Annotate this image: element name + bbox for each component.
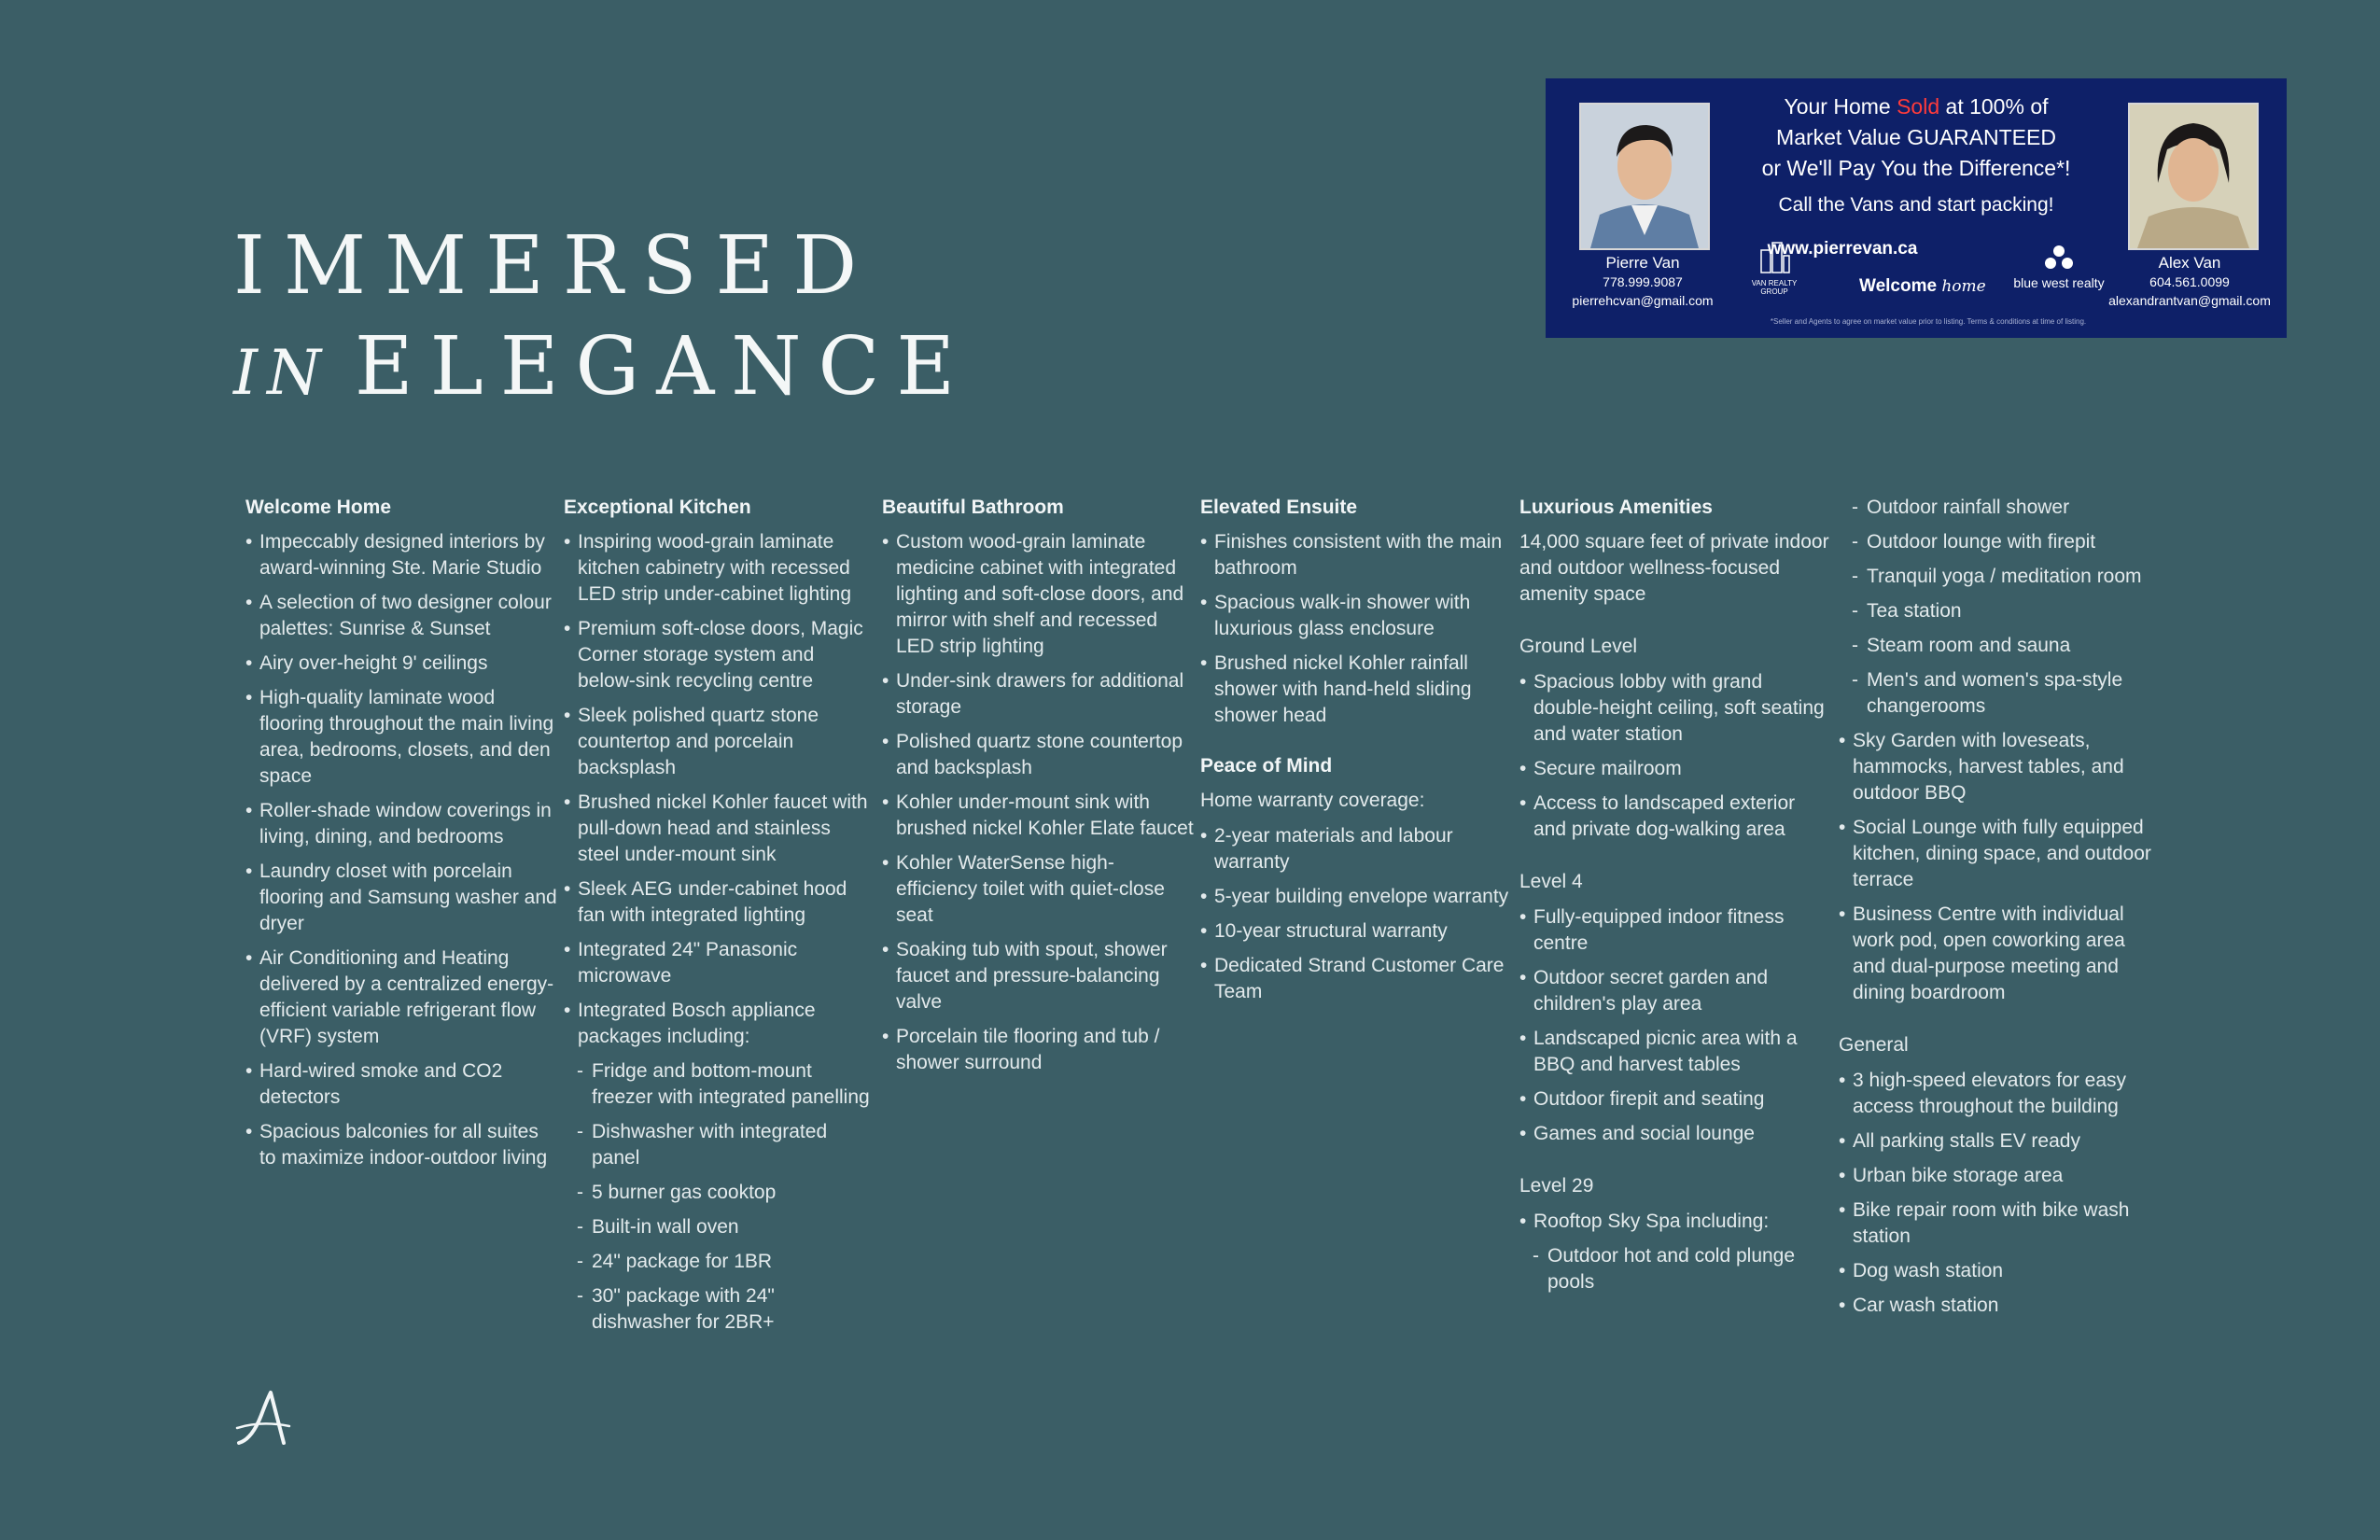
- blue-west-realty-text: blue west realty: [2013, 275, 2105, 290]
- agent-pierre-info: [1546, 254, 1741, 310]
- list-item: • Social Lounge with fully equipped kitchen, dining space, and outdoor terrace: [1839, 815, 2151, 893]
- list-item: • Urban bike storage area: [1839, 1163, 2151, 1189]
- agent-name: Pierre Van: [1605, 254, 1680, 272]
- list-item: • Games and social lounge: [1519, 1121, 1832, 1147]
- feature-list: [1200, 529, 1513, 729]
- list-item: • All parking stalls EV ready: [1839, 1128, 2151, 1155]
- list-item: • A selection of two designer colour palettes: Sunrise & Sunset: [245, 590, 558, 642]
- list-item: • Porcelain tile flooring and tub / shower surround: [882, 1024, 1195, 1076]
- list-item: • Laundry closet with porcelain flooring and Samsung washer and dryer: [245, 859, 558, 937]
- list-item: • Kohler under-mount sink with brushed nickel Kohler Elate faucet: [882, 790, 1195, 842]
- feature-list: [245, 529, 558, 1171]
- list-item: • Bike repair room with bike wash station: [1839, 1197, 2151, 1250]
- three-dots-icon: [2042, 245, 2076, 271]
- list-item: • Airy over-height 9' ceilings: [245, 651, 558, 677]
- list-subitem: - Men's and women's spa-style changerooms: [1839, 667, 2151, 720]
- list-item: • Brushed nickel Kohler rainfall shower with hand-held sliding shower head: [1200, 651, 1513, 729]
- title-line-1: IMMERSED: [233, 219, 876, 313]
- section-heading-peace-of-mind: Peace of Mind: [1200, 755, 1333, 777]
- list-subitem: - Outdoor lounge with firepit: [1839, 529, 2151, 555]
- agent-phone[interactable]: 604.561.0099: [2149, 274, 2230, 289]
- list-item: • Integrated 24" Panasonic microwave: [564, 937, 876, 989]
- list-subitem: - 30" package with 24" dishwasher for 2BR+: [564, 1283, 876, 1336]
- level-4-list: [1519, 904, 1832, 1147]
- page-title: [233, 219, 973, 413]
- list-item: • High-quality laminate wood flooring throughout the main living area, bedrooms, closets, and den space: [245, 685, 558, 790]
- list-subitem: - Tranquil yoga / meditation room: [1839, 564, 2151, 590]
- list-item: • Business Centre with individual work pod, open coworking area and dual-purpose meeting and dining boardroom: [1839, 902, 2151, 1006]
- headline-line-3: or We'll Pay You the Difference*!: [1761, 156, 2071, 180]
- welcome-script-word: home: [1941, 277, 1986, 296]
- spa-sublist: [1839, 495, 2151, 1006]
- list-item: • Sleek polished quartz stone countertop and porcelain backsplash: [564, 703, 876, 781]
- agent-alex-info: [2096, 254, 2283, 310]
- ad-fine-print: *Seller and Agents to agree on market value prior to listing. Terms & conditions at time of listing.: [1770, 317, 2087, 326]
- list-item: • Roller-shade window coverings in living, dining, and bedrooms: [245, 798, 558, 850]
- level-29-list: [1519, 1209, 1832, 1295]
- ground-level-list: [1519, 669, 1832, 843]
- list-subitem: - Fridge and bottom-mount freezer with integrated panelling: [564, 1058, 876, 1111]
- list-item: • Spacious lobby with grand double-height ceiling, soft seating and water station: [1519, 669, 1832, 748]
- list-subitem: - Tea station: [1839, 598, 2151, 624]
- level-label-ground: Ground Level: [1519, 636, 1638, 657]
- agent-email[interactable]: pierrehcvan@gmail.com: [1572, 293, 1714, 308]
- list-item: • Car wash station: [1839, 1293, 2151, 1319]
- brand-a-logo-icon: [233, 1387, 295, 1449]
- list-item: • Rooftop Sky Spa including:: [1519, 1209, 1832, 1235]
- list-subitem: - Outdoor rainfall shower: [1839, 495, 2151, 521]
- agent-email[interactable]: alexandrantvan@gmail.com: [2108, 293, 2271, 308]
- list-item: • Fully-equipped indoor fitness centre: [1519, 904, 1832, 957]
- section-heading: Exceptional Kitchen: [564, 497, 751, 518]
- headline-sold-word: Sold: [1897, 94, 1940, 119]
- list-item: • Spacious walk-in shower with luxurious glass enclosure: [1200, 590, 1513, 642]
- list-subitem: - 5 burner gas cooktop: [564, 1180, 876, 1206]
- list-subitem: - Dishwasher with integrated panel: [564, 1119, 876, 1171]
- column-elevated-ensuite: [1200, 495, 1513, 1014]
- list-subitem: - 24" package for 1BR: [564, 1249, 876, 1275]
- column-amenities-continued: [1839, 495, 2151, 1327]
- list-item: • Sleek AEG under-cabinet hood fan with integrated lighting: [564, 876, 876, 929]
- warranty-list: [1200, 823, 1513, 1005]
- list-item: • Custom wood-grain laminate medicine cabinet with integrated lighting and soft-close doors, and mirror with shelf and recessed LED strip lighting: [882, 529, 1195, 660]
- realtor-advertisement[interactable]: [1546, 78, 2287, 338]
- list-item: • Impeccably designed interiors by award-winning Ste. Marie Studio: [245, 529, 558, 581]
- headline-text-end: at 100% of: [1939, 94, 2049, 119]
- column-exceptional-kitchen: [564, 495, 876, 1344]
- feature-list: [564, 529, 876, 1336]
- list-subitem: - Steam room and sauna: [1839, 633, 2151, 659]
- list-item: • Dedicated Strand Customer Care Team: [1200, 953, 1513, 1005]
- list-item: • Integrated Bosch appliance packages including:: [564, 998, 876, 1050]
- agent-name: Alex Van: [2158, 254, 2221, 272]
- list-item: • Sky Garden with loveseats, hammocks, harvest tables, and outdoor BBQ: [1839, 728, 2151, 806]
- title-line-2: [233, 320, 973, 413]
- list-item: • Outdoor secret garden and children's play area: [1519, 965, 1832, 1017]
- ad-tagline: Call the Vans and start packing!: [1778, 194, 2054, 216]
- ad-headline: [1704, 91, 2128, 184]
- list-item: • Landscaped picnic area with a BBQ and harvest tables: [1519, 1026, 1832, 1078]
- headline-line-2: Market Value GUARANTEED: [1776, 125, 2056, 149]
- list-item: • Outdoor firepit and seating: [1519, 1086, 1832, 1113]
- list-item: • Brushed nickel Kohler faucet with pull-down head and stainless steel under-mount sink: [564, 790, 876, 868]
- list-item: • Secure mailroom: [1519, 756, 1832, 782]
- section-heading: Elevated Ensuite: [1200, 497, 1358, 518]
- list-subitem: - Built-in wall oven: [564, 1214, 876, 1240]
- list-item: • Under-sink drawers for additional storage: [882, 668, 1195, 721]
- general-list: [1839, 1068, 2151, 1319]
- website-link[interactable]: www.pierrevan.ca: [1767, 239, 1918, 259]
- agent-phone[interactable]: 778.999.9087: [1603, 274, 1683, 289]
- list-item: • Premium soft-close doors, Magic Corner storage system and below-sink recycling centre: [564, 616, 876, 694]
- welcome-word: Welcome: [1859, 276, 1938, 296]
- welcome-home-logo: [1859, 276, 1986, 297]
- section-subheading: Home warranty coverage:: [1200, 790, 1425, 811]
- list-item: • Finishes consistent with the main bathroom: [1200, 529, 1513, 581]
- list-item: • Soaking tub with spout, shower faucet and pressure-balancing valve: [882, 937, 1195, 1015]
- amenities-intro: 14,000 square feet of private indoor and outdoor wellness-focused amenity space: [1519, 531, 1829, 605]
- level-label-29: Level 29: [1519, 1175, 1594, 1197]
- agent-photo-alex: [2128, 103, 2259, 250]
- list-item: • Air Conditioning and Heating delivered by a centralized energy-efficient variable refrigerant flow (VRF) system: [245, 945, 558, 1050]
- list-item: • Dog wash station: [1839, 1258, 2151, 1284]
- column-luxurious-amenities: [1519, 495, 1832, 1304]
- headline-text-start: Your Home: [1784, 94, 1897, 119]
- section-heading: Welcome Home: [245, 497, 391, 518]
- list-item: • Hard-wired smoke and CO2 detectors: [245, 1058, 558, 1111]
- list-item: • 5-year building envelope warranty: [1200, 884, 1513, 910]
- list-item: • 10-year structural warranty: [1200, 918, 1513, 945]
- list-subitem: - Outdoor hot and cold plunge pools: [1519, 1243, 1832, 1295]
- title-line-2-word: ELEGANCE: [354, 320, 973, 413]
- level-label-4: Level 4: [1519, 871, 1583, 892]
- van-realty-group-text: VAN REALTY GROUP: [1751, 279, 1798, 296]
- feature-list: [882, 529, 1195, 1076]
- agent-photo-pierre: [1579, 103, 1710, 250]
- general-label: General: [1839, 1034, 1909, 1056]
- column-beautiful-bathroom: [882, 495, 1195, 1085]
- column-welcome-home: [245, 495, 558, 1180]
- section-heading: Luxurious Amenities: [1519, 497, 1713, 518]
- list-item: • Access to landscaped exterior and private dog-walking area: [1519, 791, 1832, 843]
- list-item: • 2-year materials and labour warranty: [1200, 823, 1513, 875]
- list-item: • Inspiring wood-grain laminate kitchen cabinetry with recessed LED strip under-cabinet lighting: [564, 529, 876, 608]
- title-italic-word: IN: [233, 337, 330, 409]
- list-item: • Polished quartz stone countertop and backsplash: [882, 729, 1195, 781]
- section-heading: Beautiful Bathroom: [882, 497, 1064, 518]
- list-item: • Spacious balconies for all suites to maximize indoor-outdoor living: [245, 1119, 558, 1171]
- list-item: • Kohler WaterSense high-efficiency toilet with quiet-close seat: [882, 850, 1195, 929]
- list-item: • 3 high-speed elevators for easy access throughout the building: [1839, 1068, 2151, 1120]
